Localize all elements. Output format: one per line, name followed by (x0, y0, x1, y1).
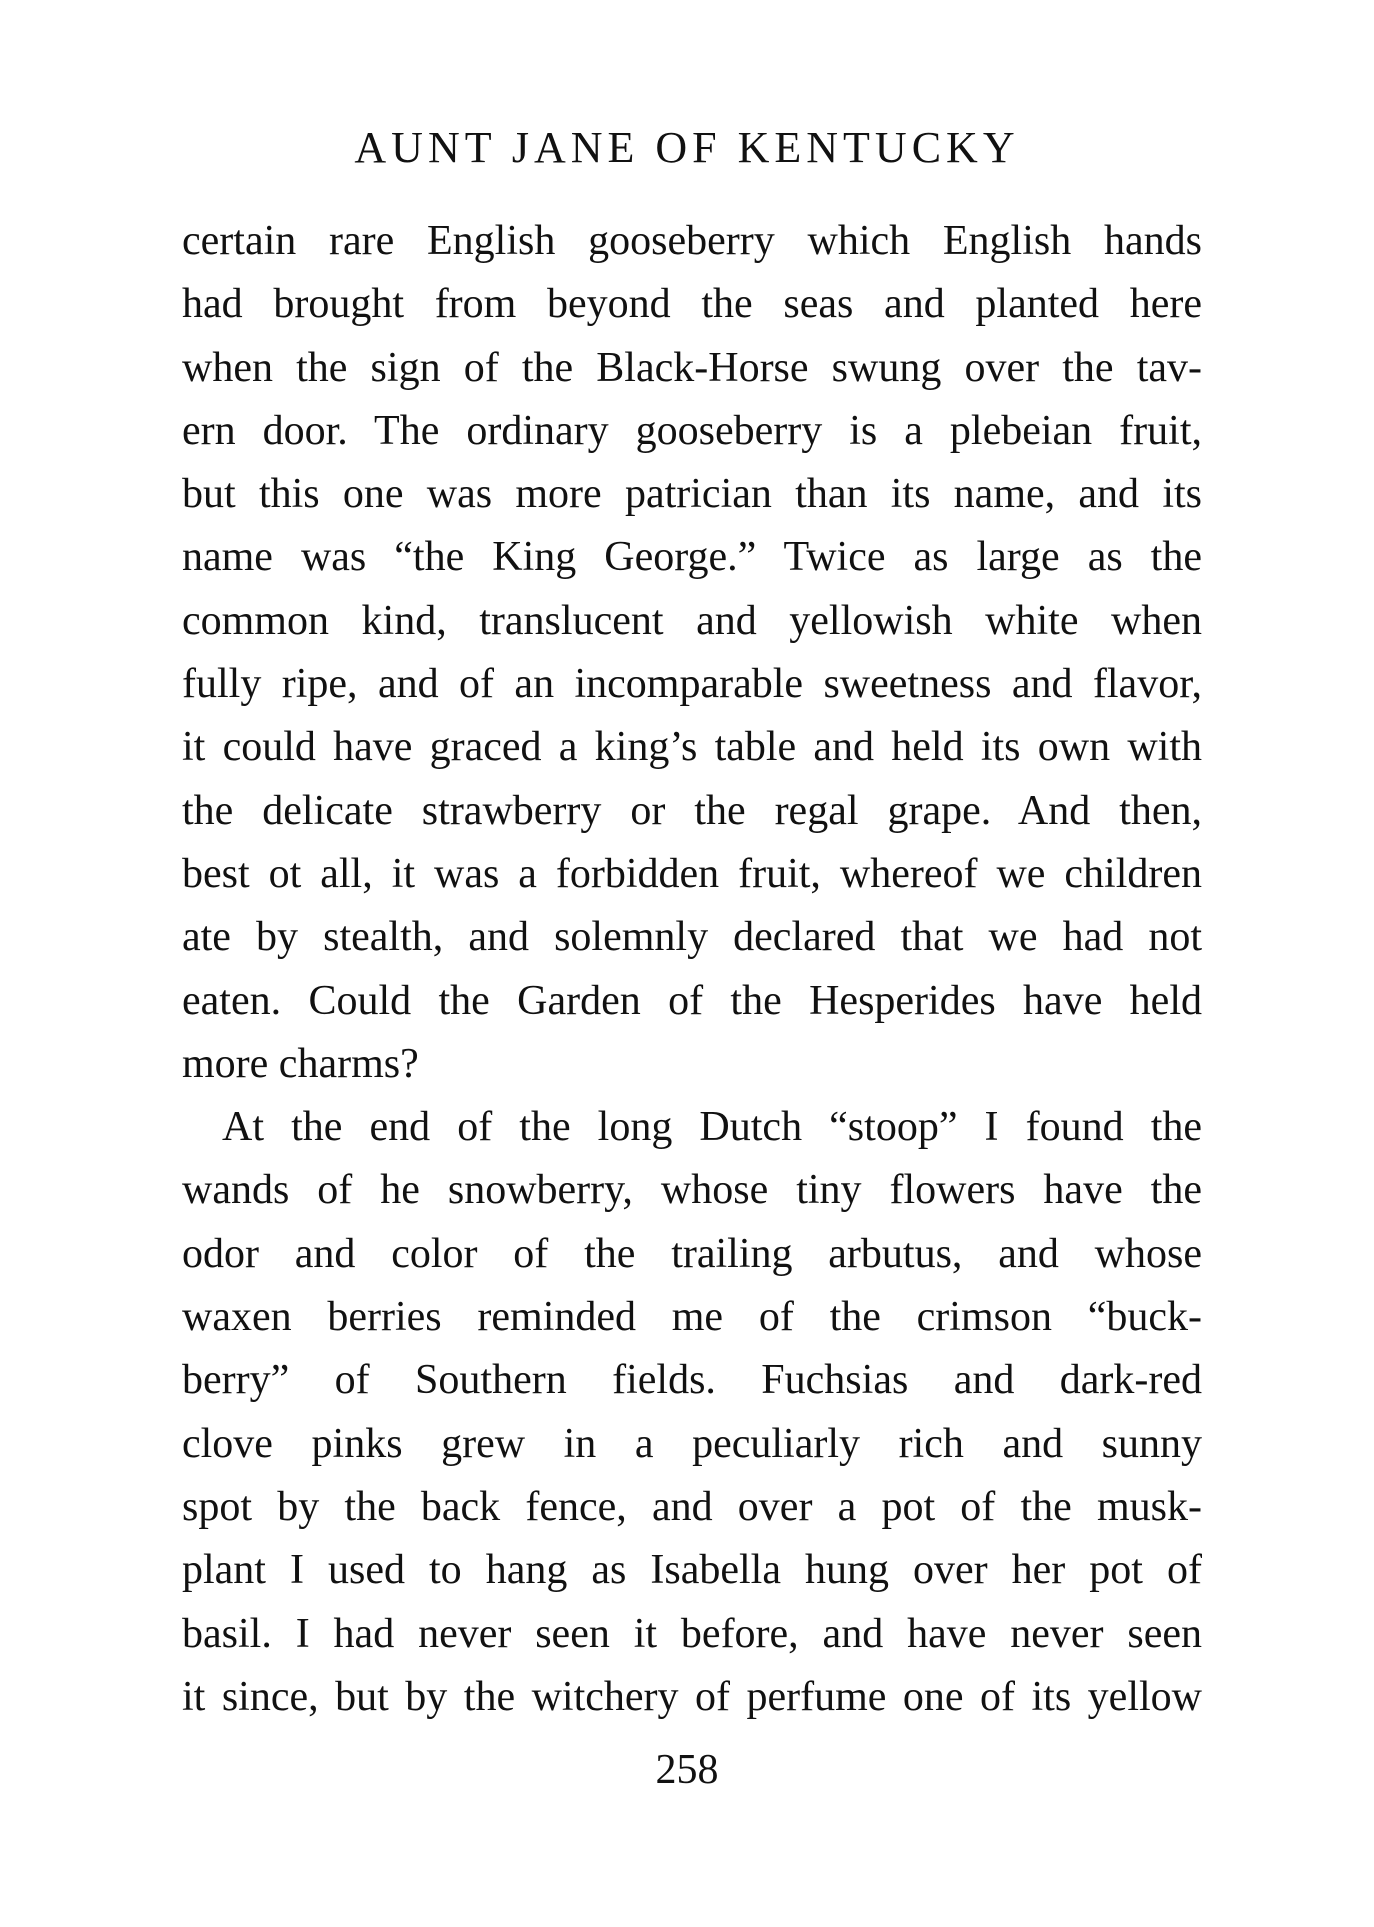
text-line: spot by the back fence, and over a pot of the musk- (182, 1483, 1202, 1530)
text-line: fully ripe, and of an incomparable sweetness and flavor, (182, 661, 1202, 708)
text-line: plant I used to hang as Isabella hung over her pot of (182, 1547, 1202, 1594)
text-line: odor and color of the trailing arbutus, and whose (182, 1230, 1202, 1277)
text-line: eaten. Could the Garden of the Hesperides have held (182, 977, 1202, 1024)
text-line: when the sign of the Black-Horse swung over the tav- (182, 344, 1202, 391)
text-line: waxen berries reminded me of the crimson “buck- (182, 1294, 1202, 1341)
text-line: wands of he snowberry, whose tiny flowers have the (182, 1167, 1202, 1214)
text-line: it since, but by the witchery of perfume one of its yellow (182, 1673, 1202, 1720)
body-text (182, 210, 1202, 1729)
text-line: ate by stealth, and solemnly declared that we had not (182, 914, 1202, 961)
text-line: ern door. The ordinary gooseberry is a plebeian fruit, (182, 407, 1202, 454)
text-line: had brought from beyond the seas and planted here (182, 281, 1202, 328)
running-head: AUNT JANE OF KENTUCKY (354, 123, 1020, 172)
text-line: berry” of Southern fields. Fuchsias and dark-red (182, 1357, 1202, 1404)
text-line: but this one was more patrician than its name, and its (182, 471, 1202, 518)
text-line: basil. I had never seen it before, and have never seen (182, 1610, 1202, 1657)
text-line: the delicate strawberry or the regal grape. And then, (182, 787, 1202, 834)
text-line: best ot all, it was a forbidden fruit, whereof we children (182, 850, 1202, 897)
text-line: it could have graced a king’s table and held its own with (182, 724, 1202, 771)
text-line: more charms? (182, 1040, 419, 1087)
text-line: certain rare English gooseberry which English hands (182, 218, 1202, 264)
text-line: common kind, translucent and yellowish white when (182, 597, 1202, 644)
text-line: At the end of the long Dutch “stoop” I found the (222, 1104, 1202, 1151)
text-line: clove pinks grew in a peculiarly rich and sunny (182, 1420, 1202, 1467)
text-line: name was “the King George.” Twice as large as the (182, 534, 1202, 581)
page-number: 258 (655, 1747, 719, 1793)
